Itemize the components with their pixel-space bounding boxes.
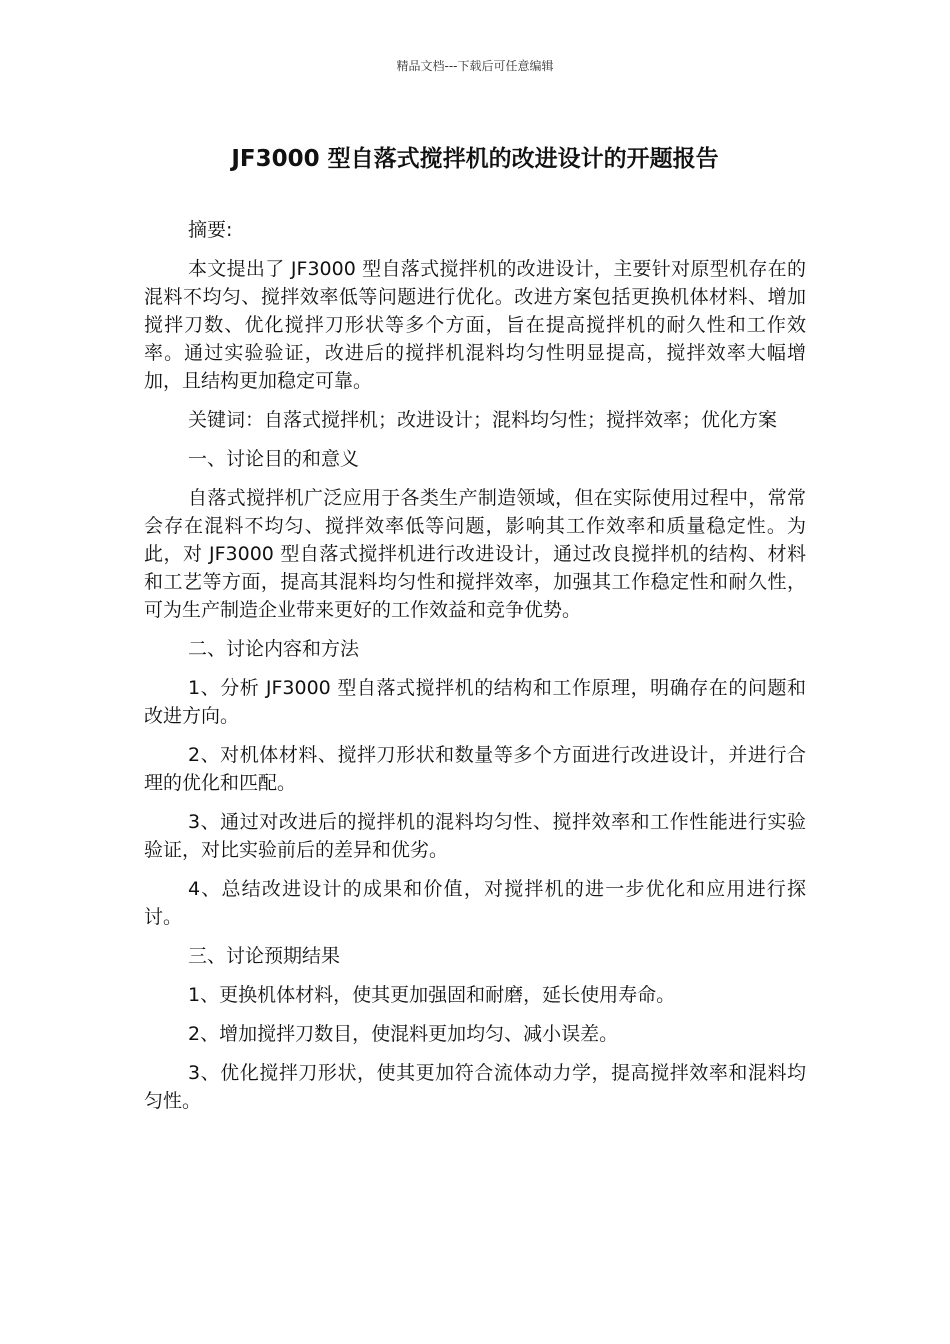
document-title: JF3000 型自落式搅拌机的改进设计的开题报告 [231,146,719,172]
method-item-4: 4、总结改进设计的成果和价值，对搅拌机的进一步优化和应用进行探讨。 [144,878,806,928]
method-item-3: 3、通过对改进后的搅拌机的混料均匀性、搅拌效率和工作性能进行实验验证，对比实验前后的差异和优劣。 [144,811,806,861]
result-item-2: 2、增加搅拌刀数目，使混料更加均匀、减小误差。 [188,1023,619,1045]
document-body [144,216,806,1126]
method-item-1: 1、分析 JF3000 型自落式搅拌机的结构和工作原理，明确存在的问题和改进方向。 [144,677,806,727]
abstract-paragraph: 本文提出了 JF3000 型自落式搅拌机的改进设计，主要针对原型机存在的混料不均匀、搅拌效率低等问题进行优化。改进方案包括更换机体材料、增加搅拌刀数、优化搅拌刀形状等多个方面，旨在提高搅拌机的耐久性和工作效率。通过实验验证，改进后的搅拌机混料均匀性明显提高，搅拌效率大幅增加，且结构更加稳定可靠。 [144,258,806,392]
result-item-1: 1、更换机体材料，使其更加强固和耐磨，延长使用寿命。 [188,984,676,1006]
section-heading-purpose: 一、讨论目的和意义 [188,448,360,470]
purpose-paragraph: 自落式搅拌机广泛应用于各类生产制造领域，但在实际使用过程中，常常会存在混料不均匀、搅拌效率低等问题，影响其工作效率和质量稳定性。为此，对 JF3000 型自落式搅拌机进行改进设计，通过改良搅拌机的结构、材料和工艺等方面，提高其混料均匀性和搅拌效率，加强其工作稳定性和耐久性，可为生产制造企业带来更好的工作效益和竞争优势。 [144,487,806,621]
section-heading-methods: 二、讨论内容和方法 [188,638,360,660]
section-heading-results: 三、讨论预期结果 [188,945,341,967]
method-item-2: 2、对机体材料、搅拌刀形状和数量等多个方面进行改进设计，并进行合理的优化和匹配。 [144,744,806,794]
result-item-3: 3、优化搅拌刀形状，使其更加符合流体动力学，提高搅拌效率和混料均匀性。 [144,1062,806,1112]
abstract-heading: 摘要: [188,219,233,241]
keywords-paragraph: 关键词：自落式搅拌机；改进设计；混料均匀性；搅拌效率；优化方案 [188,409,778,431]
header-note: 精品文档---下载后可任意编辑 [396,59,554,73]
